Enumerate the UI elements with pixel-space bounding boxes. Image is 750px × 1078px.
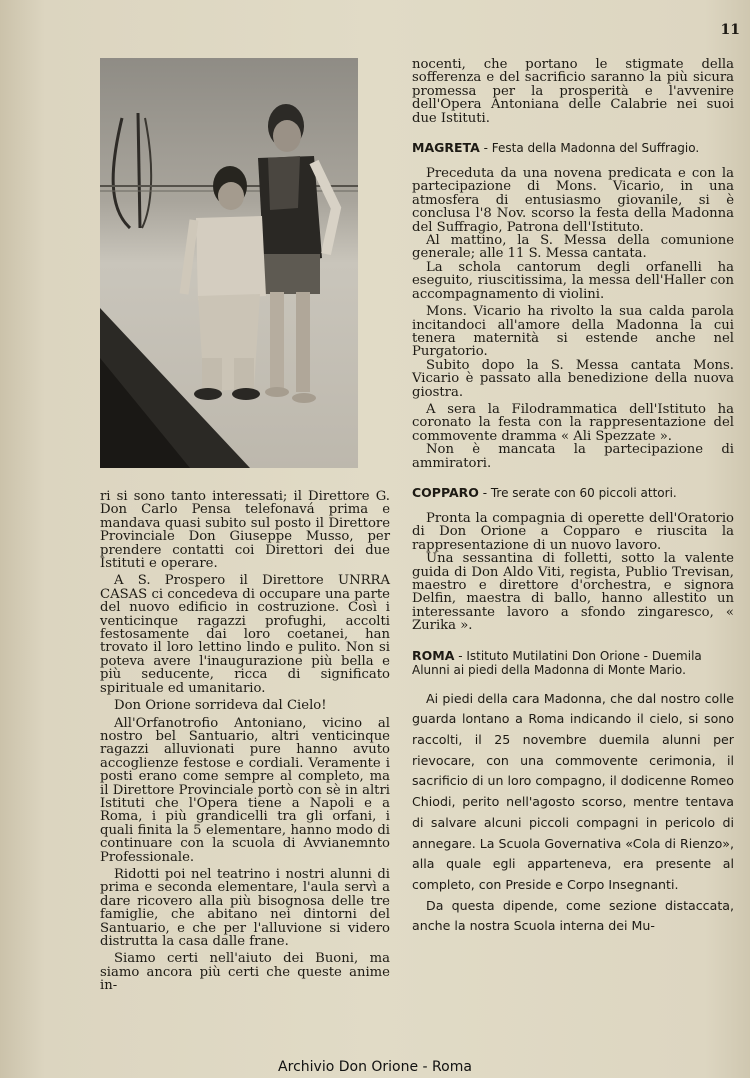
roma-paragraph: Da questa dipende, come sezione distaccata, anche la nostra Scuola interna dei Mu- <box>412 897 734 934</box>
section-title: - Istituto Mutilatini Don Orione - Duemila Alunni ai piedi della Madonna di Monte Mario. <box>412 648 702 677</box>
right-column <box>412 58 734 937</box>
photo-two-boys-icon <box>100 58 358 468</box>
magreta-paragraph: Non è mancata la partecipazione di ammiratori. <box>412 442 734 471</box>
magreta-paragraph: Mons. Vicario ha rivolto la sua calda parola incitandoci all'amore della Madonna la cui tenera maternità si estende anche nel Purgatorio. <box>412 304 734 360</box>
archive-footer: Archivio Don Orione - Roma <box>278 1059 472 1075</box>
section-heading-magreta <box>412 141 734 155</box>
magreta-paragraph: La schola cantorum degli orfanelli ha eseguito, riuscitissima, la messa dell'Haller con accompagnamento di violini. <box>412 259 734 302</box>
section-title: - Tre serate con 60 piccoli attori. <box>478 485 677 500</box>
left-paragraph: Ridotti poi nel teatrino i nostri alunni di prima e seconda elementare, l'aula servì a dare ricovero alla più bisognosa delle tre famiglie, che abitano nei dintorni del Santuario, e che per l'alluvione si videro distrutta la casa dalle frane. <box>100 866 390 949</box>
magreta-paragraph: A sera la Filodrammatica dell'Istituto ha coronato la festa con la rappresentazione del commovente dramma « Ali Spezzate ». <box>412 401 734 444</box>
intro-paragraph: nocenti, che portano le stigmate della sofferenza e del sacrificio saranno la più sicura promessa per la prosperità e l'avvenire dell'Opera Antoniana delle Calabrie nei suoi due Istituti. <box>412 57 734 126</box>
magreta-paragraph: Al mattino, la S. Messa della comunione generale; alle 11 S. Messa cantata. <box>412 233 734 262</box>
section-heading-roma <box>412 649 734 677</box>
left-paragraph: Siamo certi nell'aiuto dei Buoni, ma siamo ancora più certi che queste anime in- <box>100 951 390 994</box>
copparo-paragraph: Una sessantina di folletti, sotto la valente guida di Don Aldo Viti, regista, Publio Trevisan, maestro e direttore d'orchestra, e signora Delfin, maestra di ballo, hanno allestito un interessante lavoro a sfondo zingaresco, « Zurika ». <box>412 551 734 634</box>
roma-body <box>412 689 734 937</box>
photo-two-boys <box>100 58 358 468</box>
page-number: 11 <box>720 22 740 38</box>
section-place: MAGRETA <box>412 140 480 156</box>
left-paragraph: All'Orfanotrofio Antoniano, vicino al nostro bel Santuario, altri venticinque ragazzi alluvionati pure hanno avuto accoglienze festose e cordiali. Veramente i posti erano come sempre al completo, ma il Direttore Provinciale portò con sè in altri Istituti che l'Opera tiene a Napoli e a Roma, i più grandicelli tra gli orfani, i quali finita la 5 elementare, hanno modo di continuare con la scuola di Avvianemnto Professionale. <box>100 715 390 865</box>
roma-paragraph: Ai piedi della cara Madonna, che dal nostro colle guarda lontano a Roma indicando il cielo, si sono raccolti, il 25 novembre duemila alunni per rievocare, con una commovente cerimonia, il sacrificio di un loro compagno, il dodicenne Romeo Chiodi, perito nell'agosto scorso, mentre tentava di salvare alcuni piccoli compagni in pericolo di annegare. La Scuola Governativa «Cola di Rienzo», alla quale egli apparteneva, era presente al completo, con Preside e Corpo Insegnanti. <box>412 690 734 892</box>
left-paragraph: A S. Prospero il Direttore UNRRA CASAS ci concedeva di occupare una parte del nuovo edificio in costruzione. Così i venticinque ragazzi profughi, accolti festosamente dai loro coetanei, han trovato il loro lettino lindo e pulito. Non si poteva avere l'inaugurazione più bella e più seducente, ricca di significato spirituale ed umanitario. <box>100 573 390 696</box>
section-place: COPPARO <box>412 484 479 500</box>
magreta-paragraph: Preceduta da una novena predicata e con la partecipazione di Mons. Vicario, in una atmosfera di entusiasmo giovanile, si è conclusa l'8 Nov. scorso la festa della Madonna del Suffragio, Patrona dell'Istituto. <box>412 166 734 235</box>
magreta-paragraph: Subito dopo la S. Messa cantata Mons. Vicario è passato alla benedizione della nuova giostra. <box>412 357 734 400</box>
left-paragraph: Don Orione sorrideva dal Cielo! <box>114 698 327 714</box>
section-title: - Festa della Madonna del Suffragio. <box>479 141 700 156</box>
left-paragraph: ri si sono tanto interessati; il Direttore G. Don Carlo Pensa telefonavá prima e mandava quasi subito sul posto il Direttore Provinciale Don Giuseppe Musso, per prendere contatti coi Direttori dei due Istituti e operare. <box>100 489 390 572</box>
section-place: ROMA <box>412 647 455 663</box>
copparo-paragraph: Pronta la compagnia di operette dell'Oratorio di Don Orione a Copparo e riuscita la rappresentazione di un nuovo lavoro. <box>412 510 734 553</box>
section-heading-copparo <box>412 486 734 500</box>
left-column <box>100 490 390 993</box>
